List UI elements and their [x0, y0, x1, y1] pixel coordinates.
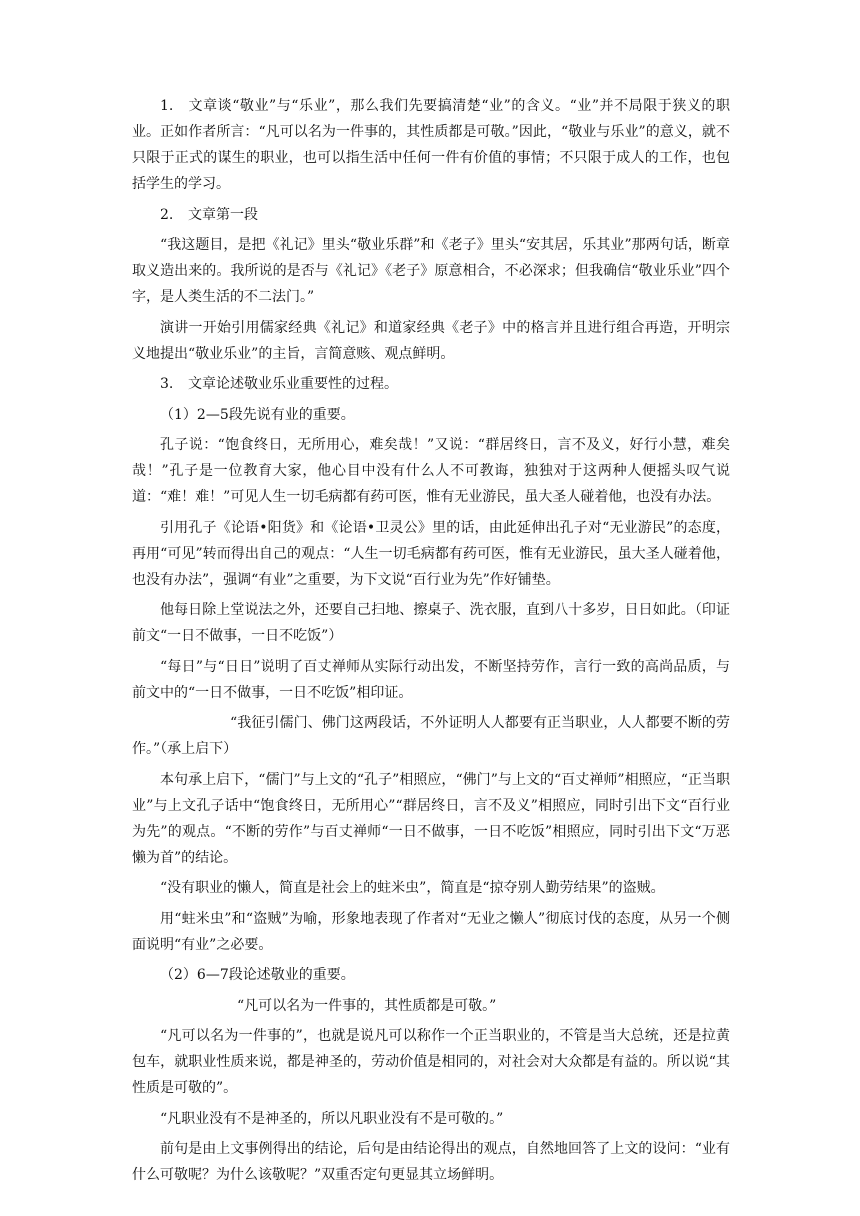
paragraph-3 [132, 232, 730, 310]
paragraph-12 [132, 767, 730, 871]
paragraph-text: “没有职业的懒人，简直是社会上的蛀米虫”，简直是“掠夺别人勤劳结果”的盗贼。 [160, 880, 665, 896]
paragraph-text: 文章第一段 [188, 206, 258, 223]
list-number: 3. [160, 376, 174, 392]
paragraph-text: 演讲一开始引用儒家经典《礼记》和道家经典《老子》中的格言并且进行组合再造，开明宗义地提出“敬业乐业”的主旨，言简意赅、观点鲜明。 [132, 319, 730, 362]
paragraph-2 [132, 202, 730, 228]
paragraph-17 [132, 1023, 730, 1101]
paragraph-text: “凡可以名为一件事的”，也就是说凡可以称作一个正当职业的，不管是当大总统，还是拉黄包车，就职业性质来说，都是神圣的，劳动价值是相同的，对社会对大众都是有益的。所以说“其性质是可敬的”。 [132, 1028, 730, 1096]
paragraph-text: 用“蛀米虫”和“盗贼”为喻，形象地表现了作者对“无业之懒人”彻底讨伐的态度，从另一个侧面说明“有业”之必要。 [132, 910, 730, 953]
paragraph-text: 本句承上启下，“儒门”与上文的“孔子”相照应，“佛门”与上文的“百丈禅师”相照应，“正当职业”与上文孔子话中“饱食终日，无所用心”“群居终日，言不及义”相照应，同时引出下文“百行业为先”的观点。“不断的劳作”与百丈禅师“一日不做事，一日不吃饭”相照应，同时引出下文“万恶懒为首”的结论。 [132, 771, 730, 866]
paragraph-text: “凡职业没有不是神圣的，所以凡职业没有不是可敬的。” [160, 1110, 504, 1127]
paragraph-text: （1）2—5段先说有业的重要。 [160, 406, 355, 423]
document-body [132, 93, 730, 1193]
paragraph-4 [132, 315, 730, 367]
paragraph-5 [132, 371, 730, 397]
paragraph-1 [132, 93, 730, 197]
paragraph-text: 文章谈“敬业”与“乐业”，那么我们先要搞清楚“业”的含义。“业”并不局限于狭义的职业。正如作者所言：“凡可以名为一件事的，其性质都是可敬。”因此，“敬业与乐业”的意义，就不只限于正式的谋生的职业，也可以指生活中任何一件有价值的事情；不只限于成人的工作，也包括学生的学习。 [132, 98, 730, 192]
paragraph-9 [132, 597, 730, 649]
paragraph-text: “我这题目，是把《礼记》里头“敬业乐群”和《老子》里头“安其居，乐其业”那两句话，断章取义造出来的。我所说的是否与《礼记》《老子》原意相合，不必深求；但我确信“敬业乐业”四个字，是人类生活的不二法门。” [132, 237, 730, 305]
list-number: 2. [160, 206, 174, 223]
paragraph-15 [132, 962, 730, 988]
paragraph-16 [132, 993, 730, 1019]
paragraph-6 [132, 402, 730, 428]
paragraph-text: （2）6—7段论述敬业的重要。 [160, 967, 355, 983]
paragraph-18 [132, 1106, 730, 1132]
paragraph-text: 文章论述敬业乐业重要性的过程。 [188, 376, 398, 392]
paragraph-8 [132, 515, 730, 593]
paragraph-19 [132, 1136, 730, 1188]
list-number: 1. [160, 98, 174, 114]
paragraph-text: “凡可以名为一件事的，其性质都是可敬。” [237, 997, 497, 1014]
paragraph-13 [132, 875, 730, 901]
paragraph-text: 他每日除上堂说法之外，还要自己扫地、擦桌子、洗衣服，直到八十多岁，日日如此。（印证前文“一日不做事，一日不吃饭”） [132, 602, 730, 644]
paragraph-14 [132, 906, 730, 958]
paragraph-text: “每日”与“日日”说明了百丈禅师从实际行动出发，不断坚持劳作，言行一致的高尚品质，与前文中的“一日不做事，一日不吃饭”相印证。 [132, 658, 730, 701]
paragraph-11 [132, 710, 730, 762]
paragraph-10 [132, 654, 730, 706]
paragraph-7 [132, 432, 730, 510]
paragraph-text: 孔子说：“饱食终日，无所用心，难矣哉！”又说：“群居终日，言不及义，好行小慧，难矣哉！”孔子是一位教育大家，他心目中没有什么人不可教诲，独独对于这两种人便摇头叹气说道：“难！难！”可见人生一切毛病都有药可医，惟有无业游民，虽大圣人碰着他，也没有办法。 [132, 437, 730, 505]
paragraph-text: “我征引儒门、佛门这两段话，不外证明人人都要有正当职业，人人都要不断的劳作。”（承上启下） [132, 715, 730, 757]
paragraph-text: 前句是由上文事例得出的结论，后句是由结论得出的观点，自然地回答了上文的设问：“业有什么可敬呢？为什么该敬呢？”双重否定句更显其立场鲜明。 [132, 1141, 730, 1183]
paragraph-text: 引用孔子《论语•阳货》和《论语•卫灵公》里的话，由此延伸出孔子对“无业游民”的态度，再用“可见”转而得出自己的观点：“人生一切毛病都有药可医，惟有无业游民，虽大圣人碰着他，也没有办法”，强调“有业”之重要，为下文说“百行业为先”作好铺垫。 [132, 519, 730, 588]
